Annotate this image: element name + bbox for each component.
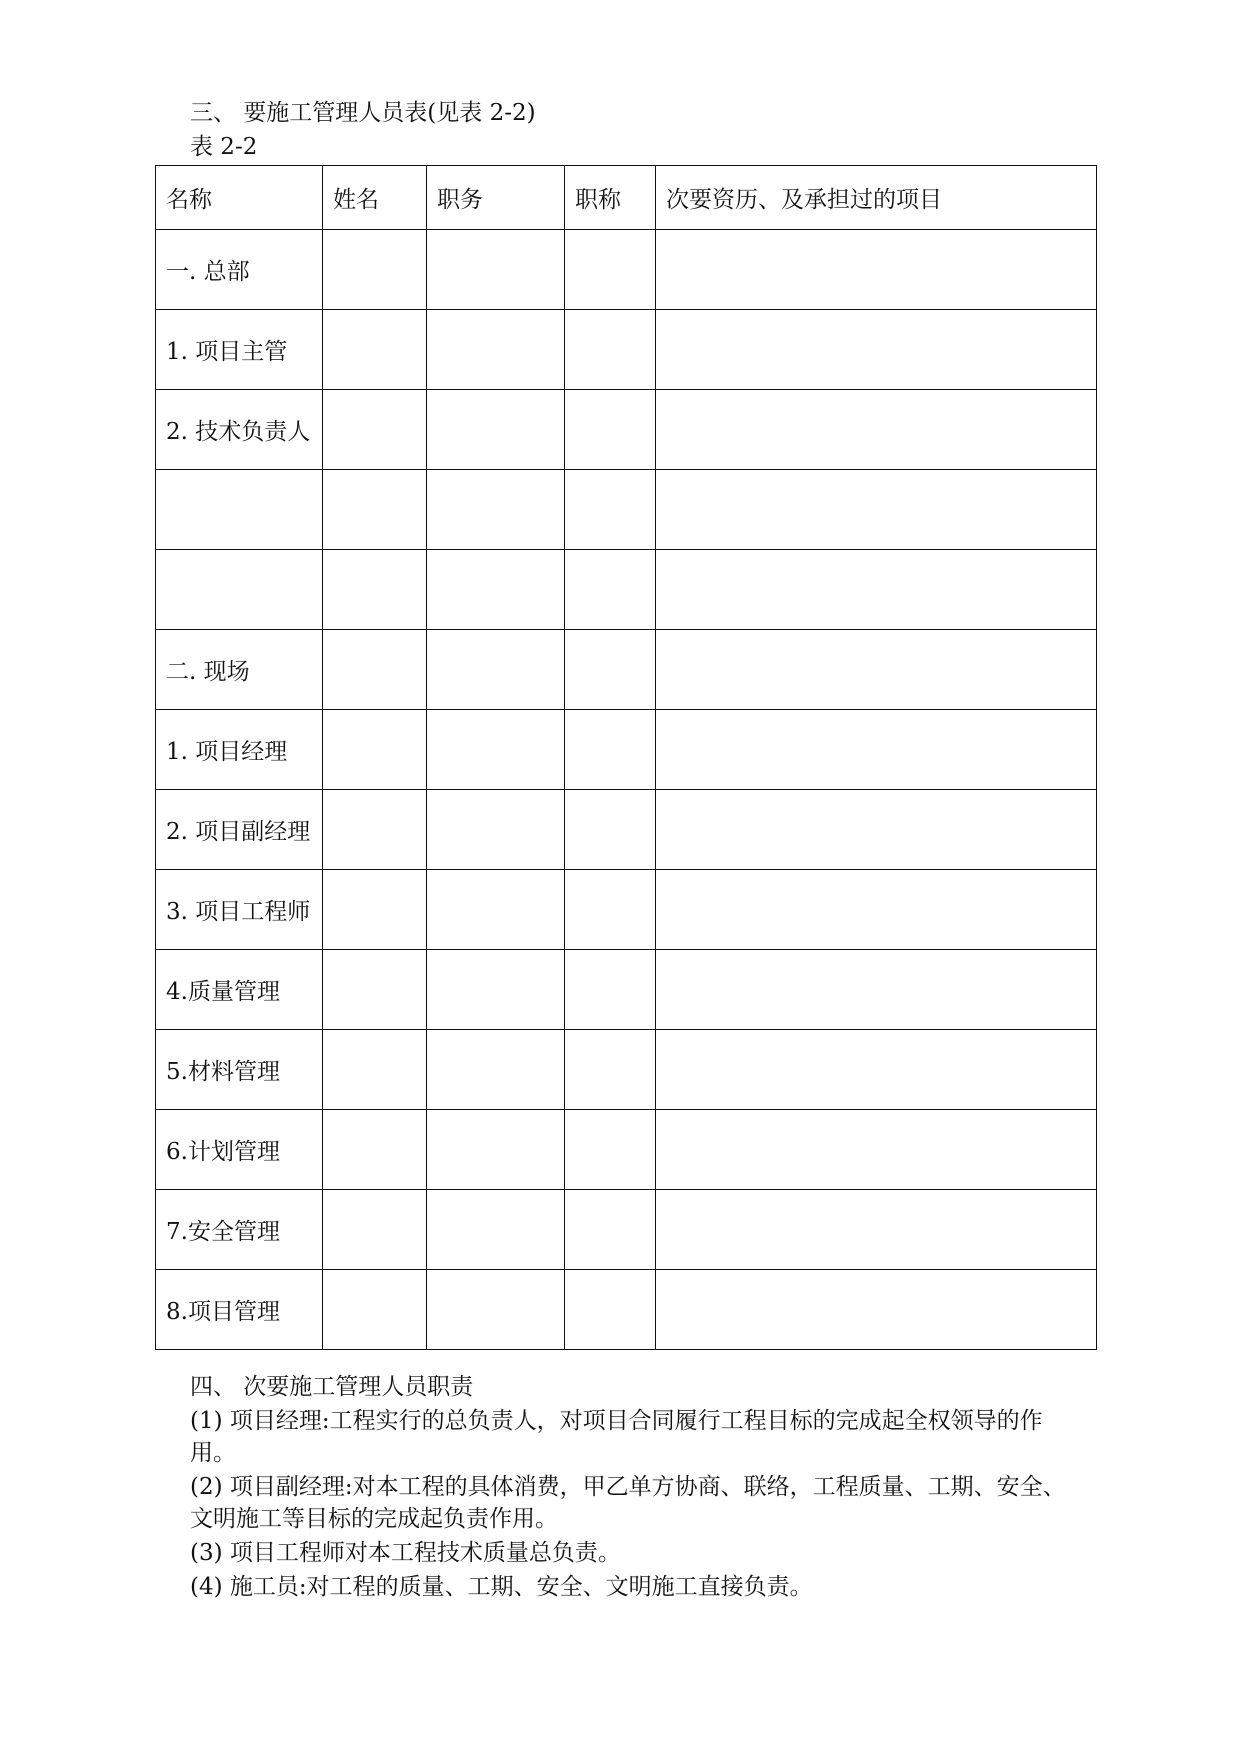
table-cell [656, 550, 1097, 630]
table-cell [323, 790, 427, 870]
table-row [156, 550, 1097, 630]
section-3-heading: 三、 要施工管理人员表(见表 2-2) [190, 100, 536, 126]
column-header: 职称 [565, 166, 656, 230]
table-cell [565, 230, 656, 310]
table-cell [565, 550, 656, 630]
table-cell [323, 1030, 427, 1110]
table-cell [656, 1190, 1097, 1270]
table-cell [427, 390, 565, 470]
table-cell [427, 310, 565, 390]
table-cell [565, 390, 656, 470]
column-header: 次要资历、及承担过的项目 [656, 166, 1097, 230]
table-cell [323, 390, 427, 470]
table-cell [656, 1270, 1097, 1350]
table-cell [427, 550, 565, 630]
table-row [156, 230, 1097, 310]
table-cell [156, 470, 323, 550]
table-cell: 5.材料管理 [156, 1030, 323, 1110]
table-row [156, 390, 1097, 470]
table-cell: 4.质量管理 [156, 950, 323, 1030]
table-row [156, 790, 1097, 870]
table-cell [323, 310, 427, 390]
section-4-heading: 四、 次要施工管理人员职责 [190, 1374, 474, 1400]
table-header-row [156, 166, 1097, 230]
table-cell [565, 310, 656, 390]
table-cell [427, 870, 565, 950]
table-cell: 2. 技术负责人 [156, 390, 323, 470]
table-cell [323, 550, 427, 630]
table-cell: 1. 项目主管 [156, 310, 323, 390]
table-cell: 6.计划管理 [156, 1110, 323, 1190]
table-cell [656, 230, 1097, 310]
table-cell [323, 950, 427, 1030]
table-cell [656, 950, 1097, 1030]
table-cell [323, 1110, 427, 1190]
table-cell [565, 630, 656, 710]
table-cell: 3. 项目工程师 [156, 870, 323, 950]
table-cell [323, 1190, 427, 1270]
table-cell [427, 1270, 565, 1350]
table-cell [156, 550, 323, 630]
column-header: 名称 [156, 166, 323, 230]
duty-item: (1) 项目经理:工程实行的总负责人，对项目合同履行工程目标的完成起全权领导的作用。 [190, 1408, 1043, 1466]
table-row [156, 870, 1097, 950]
table-cell [565, 870, 656, 950]
table-cell: 7.安全管理 [156, 1190, 323, 1270]
table-cell [656, 1110, 1097, 1190]
table-row [156, 1190, 1097, 1270]
table-caption: 表 2-2 [190, 134, 258, 160]
table-cell [427, 1030, 565, 1110]
duty-item: (3) 项目工程师对本工程技术质量总负责。 [190, 1540, 621, 1566]
table-row [156, 710, 1097, 790]
table-row [156, 1110, 1097, 1190]
table-cell [565, 1270, 656, 1350]
table-cell [656, 870, 1097, 950]
table-cell [427, 790, 565, 870]
table-cell: 1. 项目经理 [156, 710, 323, 790]
table-cell [565, 790, 656, 870]
table-cell: 二. 现场 [156, 630, 323, 710]
table-cell [323, 470, 427, 550]
table-cell [656, 390, 1097, 470]
table-row [156, 470, 1097, 550]
duty-item: (4) 施工员:对工程的质量、工期、安全、文明施工直接负责。 [190, 1574, 813, 1600]
table-cell [427, 230, 565, 310]
table-cell [565, 1110, 656, 1190]
table-cell: 8.项目管理 [156, 1270, 323, 1350]
table-cell [656, 470, 1097, 550]
table-cell [323, 630, 427, 710]
table-cell [427, 1190, 565, 1270]
table-row [156, 950, 1097, 1030]
table-cell [427, 710, 565, 790]
table-cell [656, 790, 1097, 870]
table-cell [565, 1030, 656, 1110]
table-row [156, 310, 1097, 390]
section-4 [190, 1371, 1070, 1605]
table-cell: 一. 总部 [156, 230, 323, 310]
table-row [156, 630, 1097, 710]
table-cell: 2. 项目副经理 [156, 790, 323, 870]
table-cell [427, 470, 565, 550]
table-cell [565, 470, 656, 550]
table-row [156, 1030, 1097, 1110]
table-cell [323, 1270, 427, 1350]
table-cell [656, 710, 1097, 790]
table-cell [427, 630, 565, 710]
table-cell [323, 870, 427, 950]
column-header: 职务 [427, 166, 565, 230]
table-cell [656, 310, 1097, 390]
table-cell [323, 710, 427, 790]
staff-table [155, 165, 1097, 1350]
table-cell [427, 1110, 565, 1190]
table-cell [565, 1190, 656, 1270]
table-cell [656, 1030, 1097, 1110]
table-cell [565, 710, 656, 790]
duty-item: (2) 项目副经理:对本工程的具体消费，甲乙单方协商、联络，工程质量、工期、安全、文明施工等目标的完成起负责作用。 [190, 1474, 1066, 1532]
table-cell [427, 950, 565, 1030]
table-cell [323, 230, 427, 310]
column-header: 姓名 [323, 166, 427, 230]
table-cell [656, 630, 1097, 710]
table-row [156, 1270, 1097, 1350]
table-cell [565, 950, 656, 1030]
